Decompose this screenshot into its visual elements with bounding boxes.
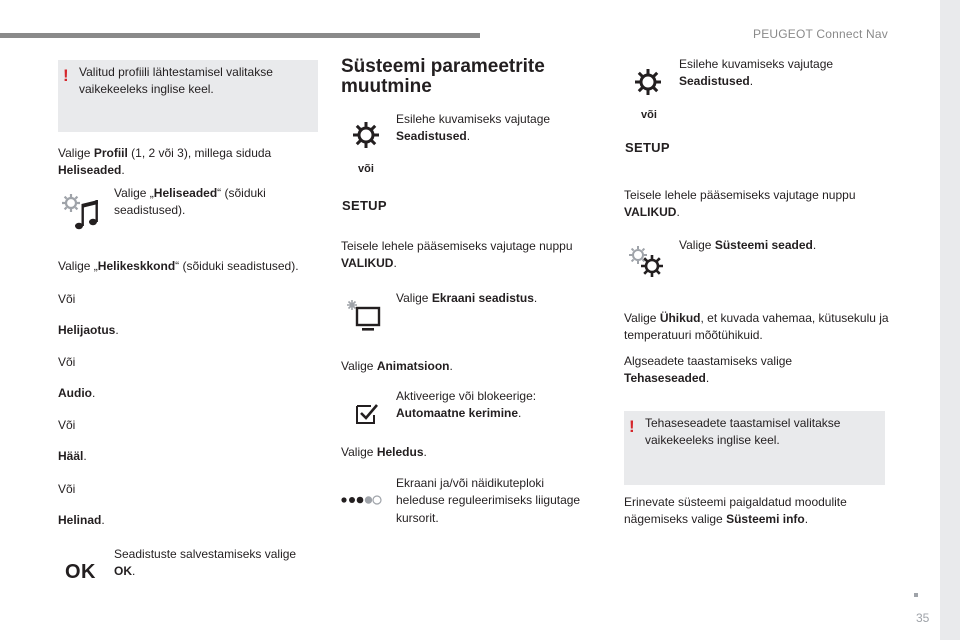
settings-gear-icon bbox=[633, 67, 663, 97]
setup-button-label: SETUP bbox=[625, 140, 670, 155]
page-edge-strip bbox=[940, 0, 960, 640]
paragraph-susteemi-info: Erinevate süsteemi paigaldatud moodulite nägemiseks valige Süsteemi info. bbox=[624, 495, 847, 527]
paragraph-valikud-2: Teisele lehele pääsemiseks vajutage nuppu VALIKUD. bbox=[624, 188, 856, 220]
paragraph-esilehe: Esilehe kuvamiseks vajutage Seadistused. bbox=[396, 112, 551, 144]
brightness-slider-icon bbox=[340, 494, 382, 506]
paragraph-brightness: Ekraani ja/või näidikuteploki heleduse reguleerimiseks liigutage kursorit. bbox=[396, 476, 581, 525]
display-settings-icon bbox=[344, 298, 384, 334]
warning-box-profile bbox=[58, 60, 318, 132]
option-helijaotus: Helijaotus. bbox=[58, 323, 119, 337]
paragraph-helikeskkond: Valige „Helikeskkond“ (sõiduki seadistused). bbox=[58, 259, 299, 273]
header-rule bbox=[0, 33, 480, 38]
system-settings-icon bbox=[627, 244, 667, 280]
section-heading: Süsteemi parameetrite muutmine bbox=[341, 56, 545, 97]
paragraph-ekraani-seadistus: Valige Ekraani seadistus. bbox=[396, 291, 538, 305]
paragraph-heliseaded: Valige „Heliseaded“ (sõiduki seadistused). bbox=[114, 186, 266, 218]
or-label: või bbox=[641, 109, 657, 121]
warning-box-factory bbox=[624, 411, 885, 485]
settings-gear-icon bbox=[351, 120, 381, 150]
setup-button-label: SETUP bbox=[342, 198, 387, 213]
ok-button-label: OK bbox=[65, 561, 96, 583]
warning-text: Valitud profiili lähtestamisel valitakse vaikekeeleks inglise keel. bbox=[79, 65, 273, 97]
paragraph-animatsioon: Valige Animatsioon. bbox=[341, 359, 453, 373]
paragraph-heledus: Valige Heledus. bbox=[341, 445, 427, 459]
option-helinad: Helinad. bbox=[58, 513, 105, 527]
sound-settings-icon bbox=[60, 192, 102, 232]
warning-text: Tehaseseadete taastamisel valitakse vaikekeeleks inglise keel. bbox=[645, 416, 841, 448]
paragraph-esilehe-2: Esilehe kuvamiseks vajutage Seadistused. bbox=[679, 57, 834, 89]
paragraph-susteemi-seaded: Valige Süsteemi seaded. bbox=[679, 238, 817, 252]
paragraph-profile: Valige Profiil (1, 2 või 3), millega siduda Heliseaded. bbox=[58, 146, 272, 178]
header-title: PEUGEOT Connect Nav bbox=[753, 27, 888, 41]
paragraph-valikud: Teisele lehele pääsemiseks vajutage nuppu VALIKUD. bbox=[341, 239, 573, 271]
warning-icon: ! bbox=[63, 66, 69, 85]
page-marker bbox=[914, 593, 918, 597]
paragraph-automaatne-kerimine: Aktiveerige või blokeerige: Automaatne kerimine. bbox=[396, 389, 537, 421]
checkbox-checked-icon bbox=[354, 402, 380, 426]
warning-icon: ! bbox=[629, 417, 635, 436]
or-text-1: Või bbox=[58, 292, 76, 306]
paragraph-uhikud: Valige Ühikud, et kuvada vahemaa, kütusekulu ja temperatuuri mõõtühikuid. bbox=[624, 311, 889, 343]
option-audio: Audio. bbox=[58, 386, 96, 400]
or-label: või bbox=[358, 163, 374, 175]
paragraph-save: Seadistuste salvestamiseks valige OK. bbox=[114, 547, 297, 579]
or-text-2: Või bbox=[58, 355, 76, 369]
option-haal: Hääl. bbox=[58, 449, 87, 463]
page-number: 35 bbox=[916, 611, 930, 625]
paragraph-tehaseseaded: Algseadete taastamiseks valige Tehaseseaded. bbox=[624, 354, 793, 386]
or-text-3: Või bbox=[58, 418, 76, 432]
or-text-4: Või bbox=[58, 482, 76, 496]
